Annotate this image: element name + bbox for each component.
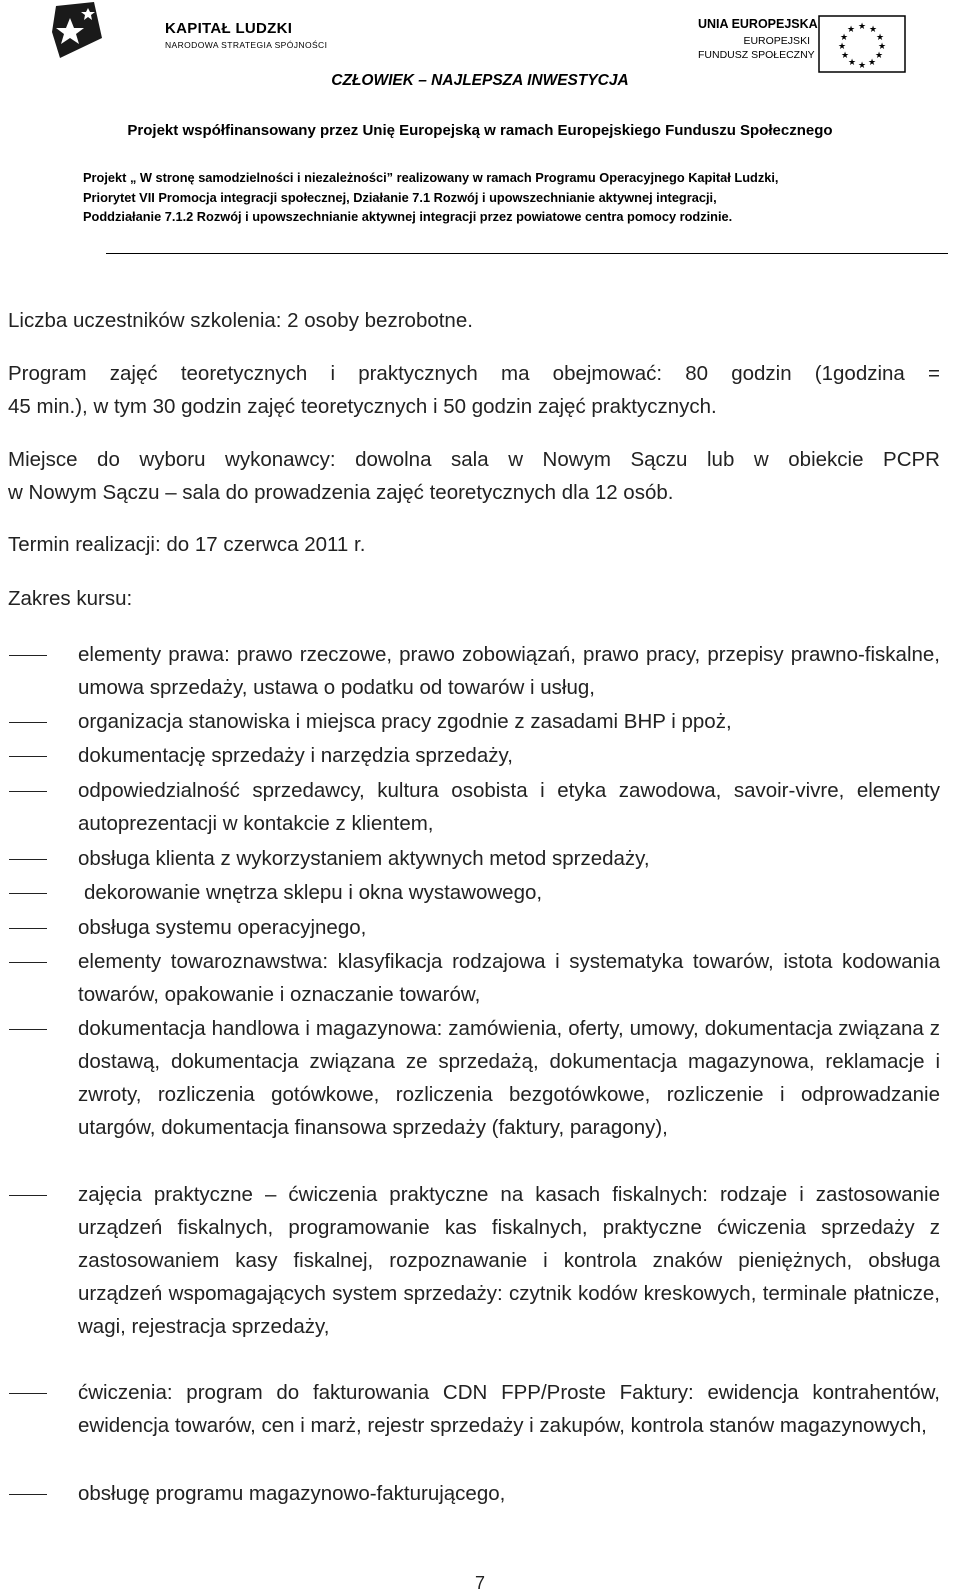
svg-text:★: ★ (840, 50, 850, 60)
list-item-text: obsługę programu magazynowo-fakturującego, (78, 1482, 506, 1505)
kapital-ludzki-emblem-icon (50, 2, 110, 60)
eu-logo (698, 15, 918, 75)
dash-bullet-icon (9, 655, 47, 656)
eu-name: UNIA EUROPEJSKA (698, 17, 818, 31)
list-item-text: organizacja stanowiska i miejsca pracy zgodnie z zasadami BHP i ppoż, (78, 710, 732, 733)
list-item-text: obsługa systemu operacyjnego, (78, 916, 367, 939)
dash-bullet-icon (9, 1494, 47, 1495)
scope-label: Zakres kursu: (8, 587, 133, 610)
kapital-ludzki-title: KAPITAŁ LUDZKI (165, 20, 293, 37)
project-info-line: Projekt „ W stronę samodzielności i niezależności” realizowany w ramach Programu Operacyjnego Kapitał Ludzki, (83, 170, 779, 185)
place-line: Miejsce do wyboru wykonawcy: dowolna sala w Nowym Sączu lub w obiekcie PCPR (8, 448, 940, 471)
eu-fund-line1: EUROPEJSKI (743, 35, 810, 47)
list-item-text: elementy towaroznawstwa: klasyfikacja rodzajowa i systematyka towarów, istota kodowania towarów, opakowanie i oznaczanie towarów, (78, 950, 940, 1006)
cofinancing-statement: Projekt współfinansowany przez Unię Europejską w ramach Europejskiego Funduszu Społecznego (127, 122, 833, 139)
dash-bullet-icon (9, 722, 47, 723)
page-number: 7 (474, 1573, 485, 1593)
list-item-text: odpowiedzialność sprzedawcy, kultura osobista i etyka zawodowa, savoir-vivre, elementy autoprezentacji w kontakcie z klientem, (78, 779, 940, 835)
kapital-ludzki-subtitle: NARODOWA STRATEGIA SPÓJNOŚCI (165, 40, 328, 50)
document-header (0, 0, 960, 262)
project-info-line: Poddziałanie 7.1.2 Rozwój i upowszechnianie aktywnej integracji przez powiatowe centra pomocy rodzinie. (83, 209, 733, 224)
list-item-text: dokumentację sprzedaży i narzędzia sprzedaży, (78, 744, 513, 767)
eu-flag-icon (818, 15, 906, 73)
svg-text:★: ★ (846, 24, 856, 34)
dash-bullet-icon (9, 893, 47, 894)
svg-text:★: ★ (875, 32, 885, 42)
list-item-text: zajęcia praktyczne – ćwiczenia praktyczne na kasach fiskalnych: rodzaje i zastosowanie urządzeń fiskalnych, programowanie kas fiskalnych, praktyczne ćwiczenia sprzedaży z zastosowaniem kasy fiskalnej, rozpoznawanie i kontrola znaków pieniężnych, obsługa urządzeń wspomagających system sprzedaży: czytnik kodów kreskowych, terminale płatnicze, wagi, rejestracja sprzedaży, (78, 1183, 940, 1338)
list-item-text: dokumentacja handlowa i magazynowa: zamówienia, oferty, umowy, dokumentacja związana z dostawą, dokumentacja związana ze sprzedażą, dokumentacja magazynowa, reklamacje i zwroty, rozliczenia gotówkowe, rozliczenia bezgotówkowe, rozliczenie i odprowadzanie utargów, dokumentacja finansowa sprzedaży (faktury, paragony), (78, 1017, 940, 1139)
participants-paragraph: Liczba uczestników szkolenia: 2 osoby bezrobotne. (8, 309, 473, 332)
list-item-text: obsługa klienta z wykorzystaniem aktywnych metod sprzedaży, (78, 847, 650, 870)
eu-fund-line2: FUNDUSZ SPOŁECZNY (698, 49, 815, 61)
svg-text:★: ★ (874, 50, 884, 60)
list-item-text: ćwiczenia: program do fakturowania CDN FPP/Proste Faktury: ewidencja kontrahentów, ewidencja towarów, cen i marż, rejestr sprzedaży i zakupów, kontrola stanów magazynowych, (78, 1381, 940, 1437)
dash-bullet-icon (9, 859, 47, 860)
svg-text:★: ★ (837, 41, 847, 51)
dash-bullet-icon (9, 962, 47, 963)
deadline-paragraph: Termin realizacji: do 17 czerwca 2011 r. (8, 533, 366, 556)
svg-text:★: ★ (867, 57, 877, 67)
dash-bullet-icon (9, 1393, 47, 1394)
place-line: w Nowym Sączu – sala do prowadzenia zajęć teoretycznych dla 12 osób. (8, 481, 674, 504)
header-motto: CZŁOWIEK – NAJLEPSZA INWESTYCJA (331, 72, 629, 89)
header-divider (106, 253, 948, 254)
svg-text:★: ★ (857, 60, 867, 70)
place-paragraph (8, 443, 940, 509)
list-item-text: elementy prawa: prawo rzeczowe, prawo zobowiązań, prawo pracy, przepisy prawno-fiskalne, umowa sprzedaży, ustawa o podatku od towarów i usług, (78, 643, 940, 699)
svg-text:★: ★ (857, 21, 867, 31)
list-item-text: dekorowanie wnętrza sklepu i okna wystawowego, (84, 881, 543, 904)
kapital-ludzki-logo (50, 2, 328, 60)
program-line: 45 min.), w tym 30 godzin zajęć teoretycznych i 50 godzin zajęć praktycznych. (8, 395, 717, 418)
program-paragraph (8, 357, 940, 423)
dash-bullet-icon (9, 756, 47, 757)
program-line: Program zajęć teoretycznych i praktycznych ma obejmować: 80 godzin (1godzina = (8, 362, 940, 385)
dash-bullet-icon (9, 928, 47, 929)
svg-text:★: ★ (877, 41, 887, 51)
svg-text:★: ★ (839, 32, 849, 42)
svg-text:★: ★ (847, 57, 857, 67)
project-info-line: Priorytet VII Promocja integracji społecznej, Działanie 7.1 Rozwój i upowszechnianie aktywnej integracji, (83, 190, 717, 205)
dash-bullet-icon (9, 1195, 47, 1196)
svg-text:★: ★ (868, 24, 878, 34)
dash-bullet-icon (9, 791, 47, 792)
dash-bullet-icon (9, 1029, 47, 1030)
